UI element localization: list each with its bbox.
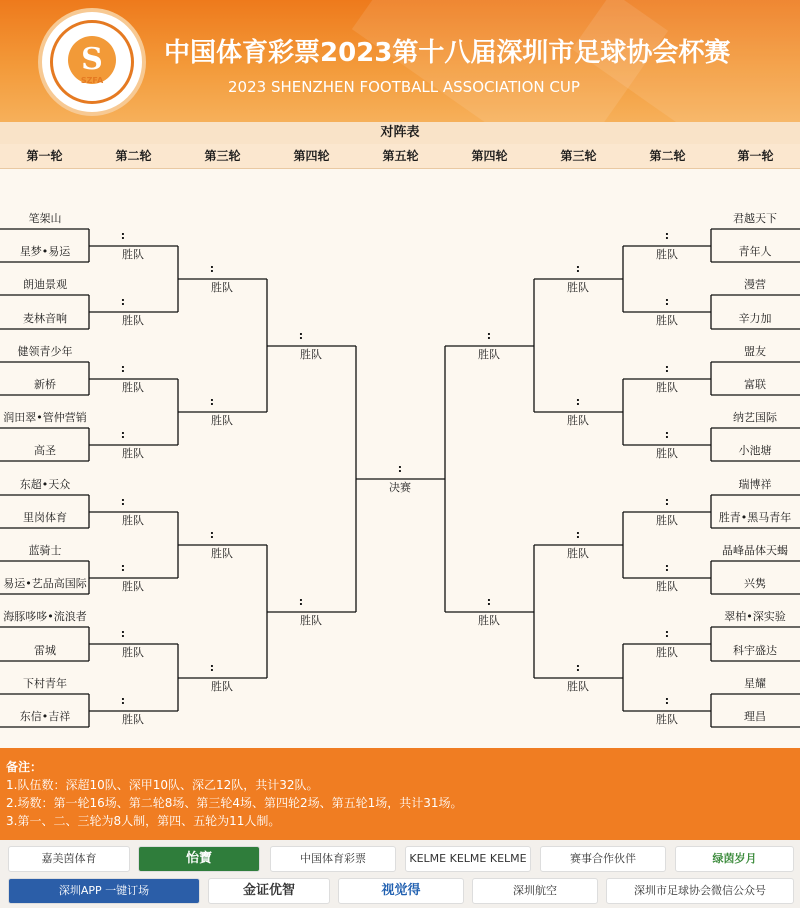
winner-label: 胜队 [567, 414, 589, 427]
sponsor-logo: 绿茵岁月 [675, 846, 794, 872]
team-name: 星耀 [744, 677, 766, 690]
team-name: 健领青少年 [17, 345, 73, 358]
winner-label: 胜队 [478, 614, 500, 627]
match-score: : [209, 395, 215, 408]
match-score: : [664, 627, 670, 640]
winner-label: 胜队 [567, 281, 589, 294]
sponsor-logo: 视觉得 [338, 878, 464, 904]
winner-label: 胜队 [122, 713, 144, 726]
team-name: 辛力加 [738, 312, 772, 325]
team-name: 麦林音响 [23, 312, 67, 325]
winner-label: 胜队 [211, 680, 233, 693]
match-score: : [120, 428, 126, 441]
team-name: 富联 [744, 378, 766, 391]
logo-text: SZFA [80, 76, 104, 85]
team-name: 下村青年 [23, 677, 67, 690]
winner-label: 胜队 [478, 348, 500, 361]
winner-label: 胜队 [122, 514, 144, 527]
winner-label: 胜队 [300, 614, 322, 627]
winner-label: 胜队 [567, 547, 589, 560]
sponsor-logo: 嘉美茵体育 [8, 846, 130, 872]
winner-label: 胜队 [211, 414, 233, 427]
header-banner [0, 0, 800, 122]
winner-label: 胜队 [567, 680, 589, 693]
final-label: 决赛 [389, 481, 411, 494]
team-name: 易运•艺品高国际 [3, 577, 87, 590]
match-score: : [664, 362, 670, 375]
match-score: : [486, 329, 492, 342]
round-header-1: 第一轮 [26, 149, 63, 163]
round-header-4: 第四轮 [293, 149, 330, 163]
team-name: 翠柏•深实验 [724, 610, 786, 623]
match-score: : [575, 661, 581, 674]
round-header-3r: 第三轮 [560, 149, 597, 163]
team-name: 理昌 [744, 710, 766, 723]
notes-panel [0, 748, 800, 840]
winner-label: 胜队 [656, 248, 678, 261]
winner-label: 胜队 [122, 447, 144, 460]
team-name: 纳艺国际 [733, 411, 777, 424]
team-name: 海豚哆哆•流浪者 [3, 610, 87, 623]
sponsor-logo: 深圳APP 一键订场 [8, 878, 200, 904]
match-score: : [664, 428, 670, 441]
page-subtitle: 2023 SHENZHEN FOOTBALL ASSOCIATION CUP [228, 78, 580, 96]
team-name: 润田翠•管仲营销 [3, 411, 87, 424]
winner-label: 胜队 [300, 348, 322, 361]
team-name: 青年人 [738, 245, 772, 258]
team-name: 朗迪景观 [23, 278, 67, 291]
team-name: 高圣 [34, 444, 56, 457]
note-line-1: 1.队伍数：深超10队、深甲10队、深乙12队，共计32队。 [6, 778, 319, 792]
match-score: : [664, 229, 670, 242]
round-header-1r: 第一轮 [737, 149, 774, 163]
team-name: 兴隽 [744, 577, 766, 590]
match-score: : [298, 595, 304, 608]
match-score: : [209, 528, 215, 541]
match-score: : [209, 262, 215, 275]
winner-label: 胜队 [122, 381, 144, 394]
team-name: 漫营 [744, 278, 766, 291]
team-name: 新桥 [34, 378, 56, 391]
team-name: 星梦•易运 [19, 245, 71, 258]
bracket-title: 对阵表 [0, 122, 800, 144]
team-name: 盟友 [744, 345, 766, 358]
team-name: 里岗体育 [23, 511, 67, 524]
team-name: 笔架山 [28, 212, 62, 225]
note-line-2: 2.场数：第一轮16场、第二轮8场、第三轮4场、第四轮2场、第五轮1场，共计31场。 [6, 796, 463, 810]
match-score: : [664, 495, 670, 508]
team-name: 东超•天众 [19, 478, 71, 491]
winner-label: 胜队 [656, 713, 678, 726]
sponsor-logo: 中国体育彩票 [270, 846, 396, 872]
team-name: 小池塘 [738, 444, 772, 457]
winner-label: 胜队 [656, 580, 678, 593]
match-score: : [120, 561, 126, 574]
match-score: : [120, 627, 126, 640]
association-logo [42, 12, 142, 112]
sponsor-logo: 赛事合作伙伴 [540, 846, 666, 872]
sponsor-logo: 金证优智 [208, 878, 330, 904]
round-header-5: 第五轮 [382, 149, 419, 163]
note-line-3: 3.第一、二、三轮为8人制，第四、五轮为11人制。 [6, 814, 281, 828]
match-score: : [298, 329, 304, 342]
match-score: : [120, 694, 126, 707]
team-name: 胜青•黑马青年 [718, 511, 792, 524]
notes-heading: 备注： [6, 760, 43, 774]
round-header-2r: 第二轮 [649, 149, 686, 163]
match-score: : [575, 528, 581, 541]
team-name: 晶峰晶体天蝎 [722, 544, 788, 557]
page-title: 中国体育彩票2023第十八届深圳市足球协会杯赛 [164, 38, 731, 68]
logo-glyph: S [81, 42, 103, 77]
match-score: : [575, 395, 581, 408]
winner-label: 胜队 [211, 547, 233, 560]
winner-label: 胜队 [656, 447, 678, 460]
round-header-row [0, 144, 800, 169]
sponsor-logo: 深圳航空 [472, 878, 598, 904]
sponsor-logo: 怡寶 [138, 846, 260, 872]
match-score: : [120, 229, 126, 242]
winner-label: 胜队 [122, 314, 144, 327]
winner-label: 胜队 [122, 248, 144, 261]
winner-label: 胜队 [656, 514, 678, 527]
round-header-3: 第三轮 [204, 149, 241, 163]
tournament-bracket [0, 168, 800, 748]
final-score: : [397, 462, 403, 475]
match-score: : [664, 561, 670, 574]
winner-label: 胜队 [656, 381, 678, 394]
match-score: : [120, 295, 126, 308]
sponsor-logo: KELME KELME KELME [405, 846, 531, 872]
team-name: 瑞博祥 [738, 478, 772, 491]
match-score: : [664, 295, 670, 308]
match-score: : [209, 661, 215, 674]
match-score: : [664, 694, 670, 707]
team-name: 东信•吉祥 [19, 710, 71, 723]
team-name: 蓝骑士 [28, 544, 62, 557]
winner-label: 胜队 [122, 646, 144, 659]
winner-label: 胜队 [211, 281, 233, 294]
team-name: 科宇盛达 [733, 644, 777, 657]
round-header-4r: 第四轮 [471, 149, 508, 163]
winner-label: 胜队 [122, 580, 144, 593]
team-name: 君越天下 [733, 212, 777, 225]
sponsor-logo: 深圳市足球协会微信公众号 [606, 878, 794, 904]
round-header-2: 第二轮 [115, 149, 152, 163]
sponsor-bar [0, 840, 800, 908]
match-score: : [120, 495, 126, 508]
match-score: : [120, 362, 126, 375]
team-name: 雷城 [34, 644, 56, 657]
winner-label: 胜队 [656, 314, 678, 327]
match-score: : [575, 262, 581, 275]
match-score: : [486, 595, 492, 608]
winner-label: 胜队 [656, 646, 678, 659]
